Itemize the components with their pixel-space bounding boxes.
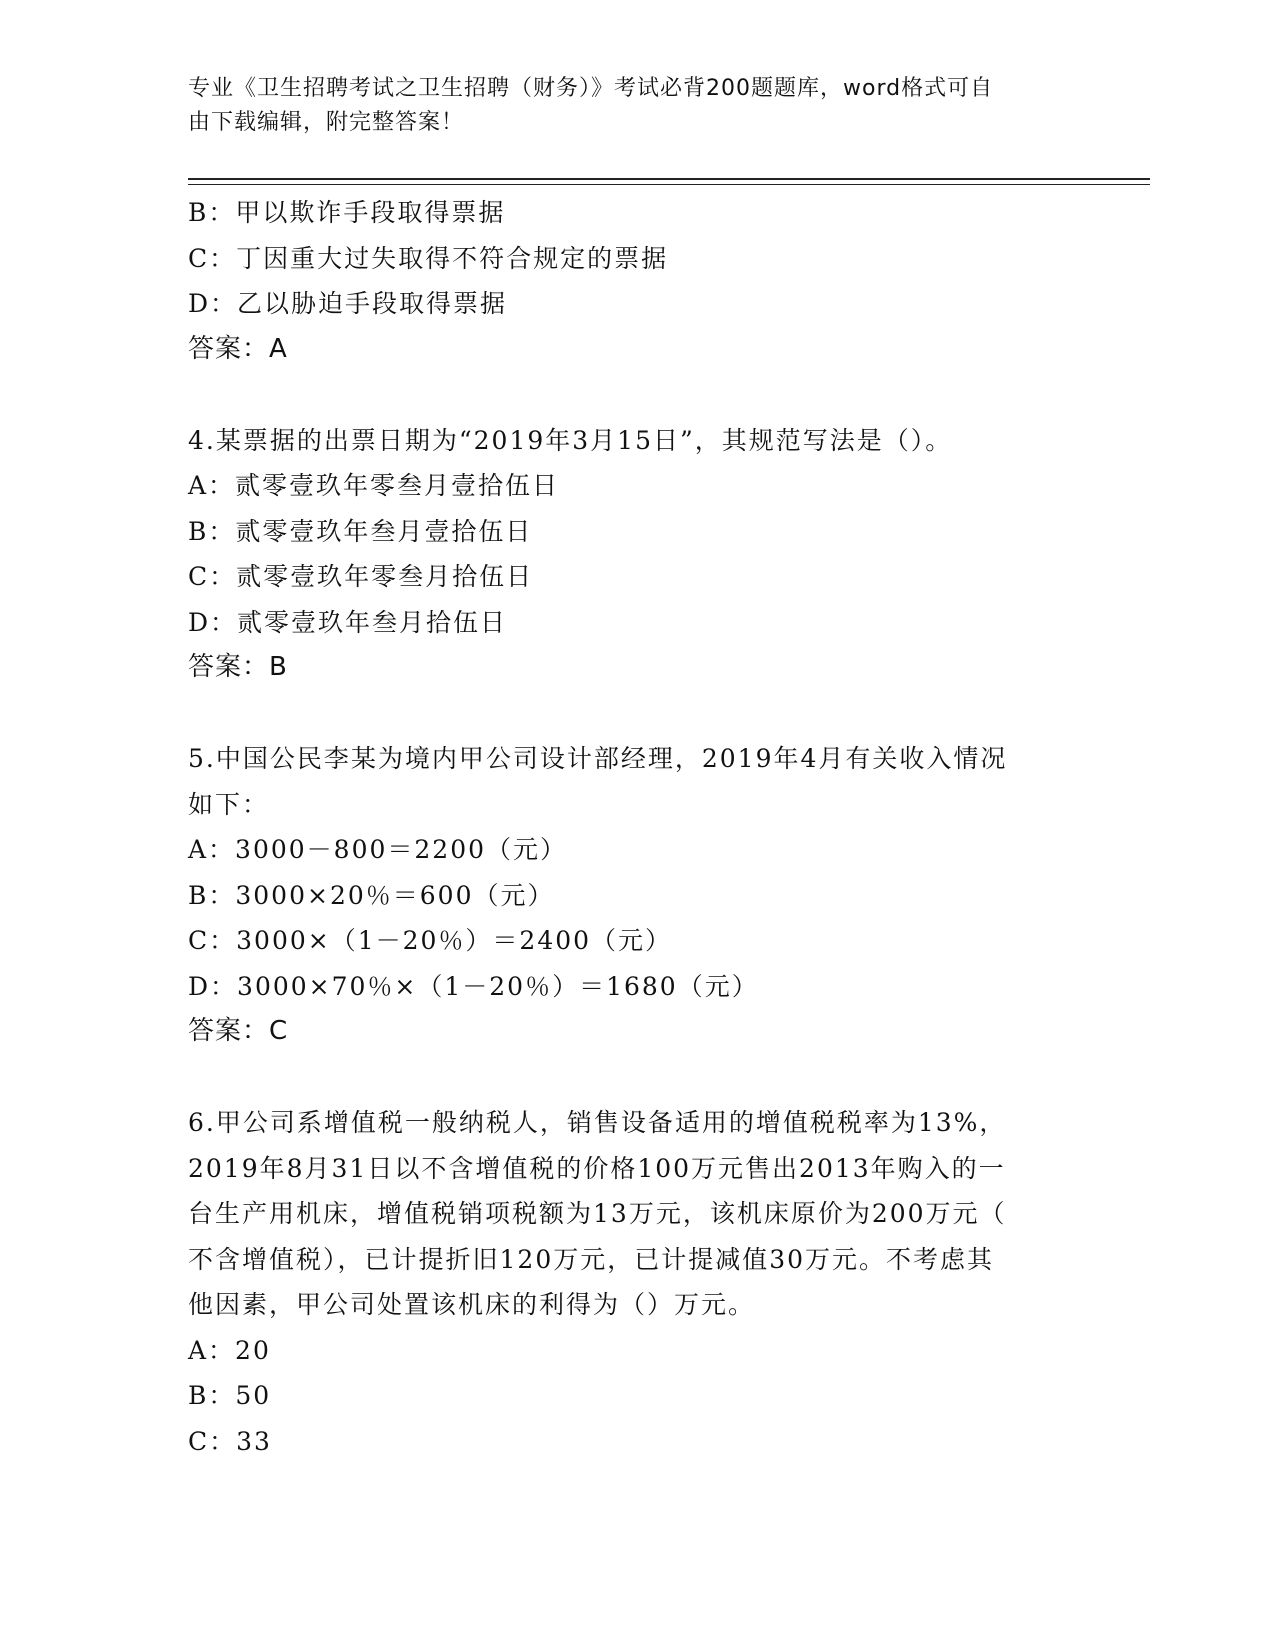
question-stem-line-2: 如下： (188, 789, 270, 819)
option-d: D：贰零壹玖年叁月拾伍日 (188, 607, 508, 637)
option-c: C：3000×（1－20％）＝2400（元） (188, 926, 673, 955)
question-stem-line-2: 2019年8月31日以不含增值税的价格100万元售出2013年购入的一 (188, 1153, 1006, 1183)
spacer (188, 1055, 1088, 1101)
document-header (188, 72, 1068, 140)
question-list (188, 190, 1088, 1464)
option-a: A：3000－800＝2200（元） (188, 835, 568, 864)
option-d: D：3000×70％×（1－20％）＝1680（元） (188, 971, 759, 1001)
spacer (188, 372, 1088, 418)
question-4 (188, 418, 1088, 691)
option-c: C：丁因重大过失取得不符合规定的票据 (188, 243, 669, 273)
question-stem: 4.某票据的出票日期为“2019年3月15日”，其规范写法是（）。 (188, 425, 953, 455)
answer: 答案：C (188, 1016, 289, 1046)
question-3-tail (188, 190, 1088, 372)
question-stem-line-1: 6.甲公司系增值税一般纳税人，销售设备适用的增值税税率为13%， (188, 1108, 1007, 1137)
option-b: B：50 (188, 1381, 272, 1410)
option-a: A：20 (188, 1335, 271, 1365)
option-c: C：贰零壹玖年零叁月拾伍日 (188, 562, 534, 591)
option-b: B：3000×20％＝600（元） (188, 880, 555, 910)
option-b: B：甲以欺诈手段取得票据 (188, 198, 506, 227)
spacer (188, 691, 1088, 737)
option-d: D：乙以胁迫手段取得票据 (188, 289, 508, 318)
option-a: A：贰零壹玖年零叁月壹拾伍日 (188, 471, 560, 500)
question-stem-line-4: 不含增值税），已计提折旧120万元，已计提减值30万元。不考虑其 (188, 1244, 995, 1274)
question-5 (188, 736, 1088, 1055)
answer: 答案：B (188, 652, 288, 682)
answer: 答案：A (188, 333, 288, 364)
question-stem-line-5: 他因素，甲公司处置该机床的利得为（）万元。 (188, 1290, 756, 1319)
header-line-2: 由下载编辑，附完整答案！ (188, 110, 465, 135)
question-6 (188, 1100, 1088, 1464)
question-stem-line-3: 台生产用机床，增值税销项税额为13万元，该机床原价为200万元（ (188, 1199, 1007, 1228)
option-b: B：贰零壹玖年叁月壹拾伍日 (188, 516, 533, 546)
header-divider-thin (188, 184, 1150, 185)
option-c: C：33 (188, 1426, 272, 1456)
question-stem-line-1: 5.中国公民李某为境内甲公司设计部经理，2019年4月有关收入情况 (188, 744, 1008, 773)
header-divider-thick (188, 178, 1150, 180)
header-line-1: 专业《卫生招聘考试之卫生招聘（财务）》考试必背200题题库，word格式可自 (188, 76, 994, 101)
